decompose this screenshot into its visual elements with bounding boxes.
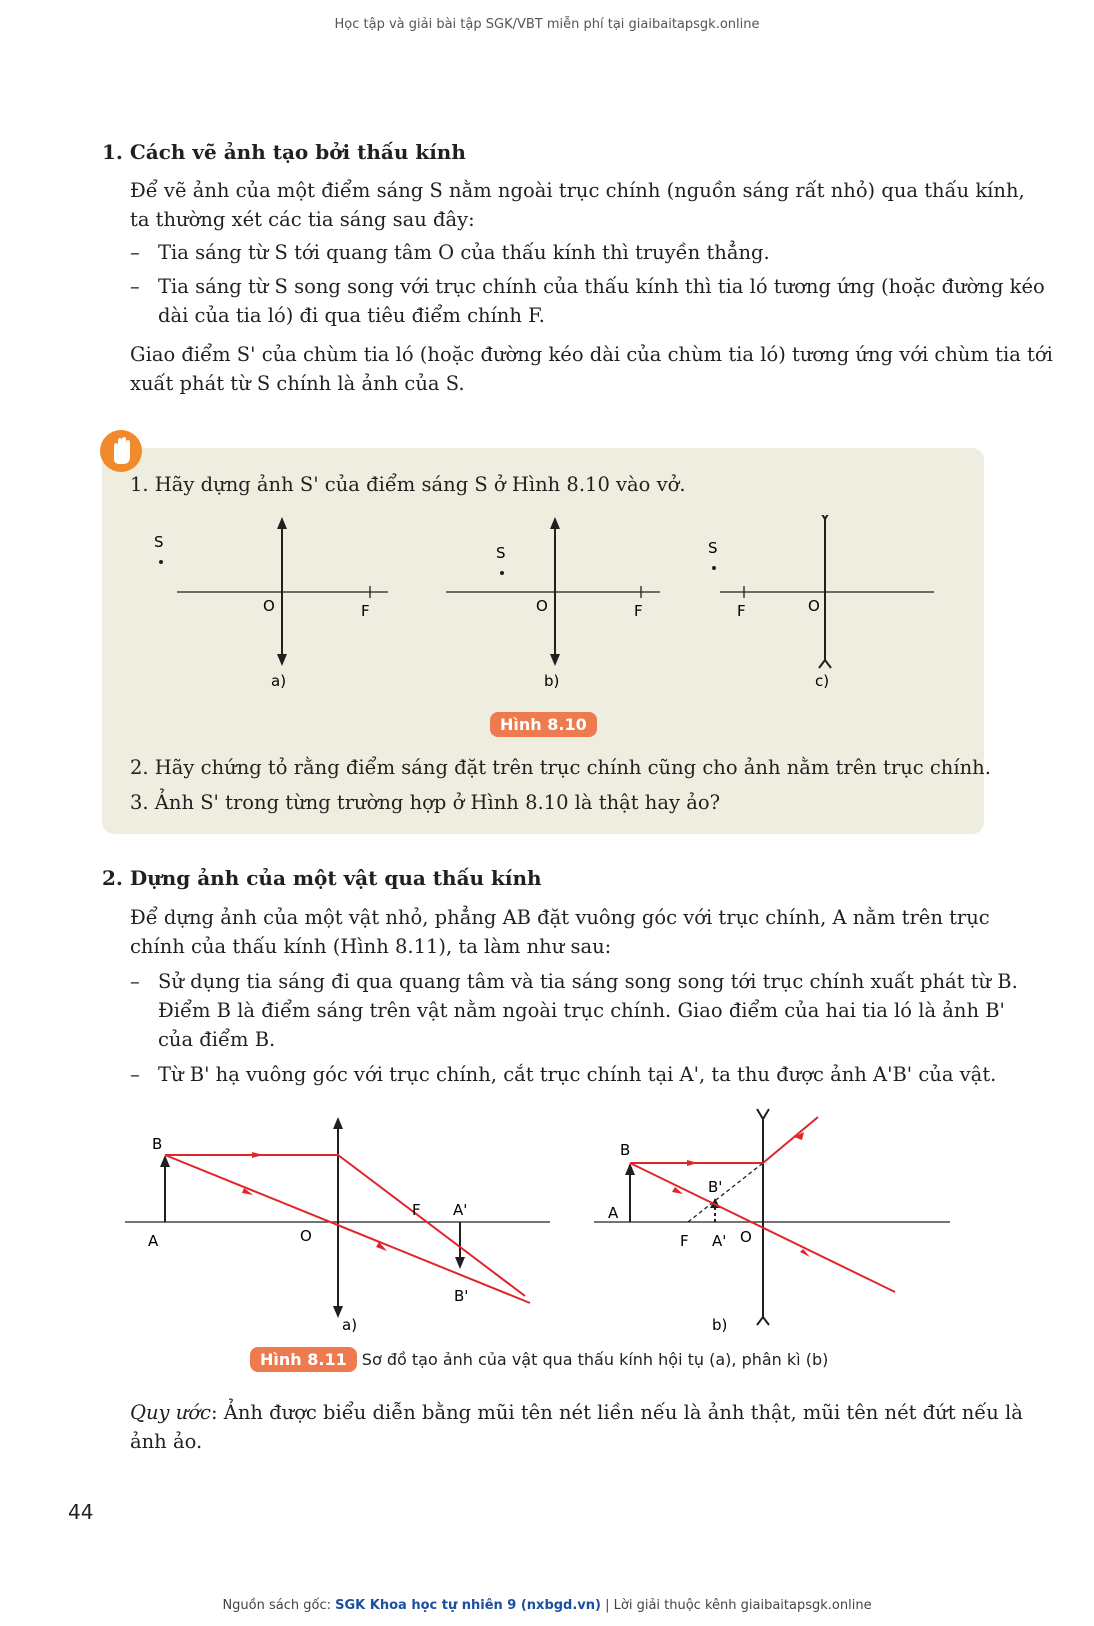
figure-8-11-caption-tag: Hình 8.11	[250, 1347, 357, 1372]
label-a-prime: A'	[712, 1232, 727, 1250]
label-o: O	[300, 1227, 312, 1245]
activity-question-1: 1. Hãy dựng ảnh S' của điểm sáng S ở Hình 8.10 vào vở.	[130, 473, 686, 496]
ray-arrow	[687, 1160, 698, 1166]
section-1-title: 1. Cách vẽ ảnh tạo bởi thấu kính	[102, 140, 466, 164]
section-2-bullet-1-cont-1: Điểm B là điểm sáng trên vật nằm ngoài trục chính. Giao điểm của hai tia ló là ảnh B'	[158, 999, 1005, 1022]
label-a: A	[608, 1204, 619, 1222]
ray-arrow	[252, 1152, 263, 1158]
figure-8-11-b	[594, 1109, 950, 1334]
label-s: S	[154, 533, 164, 551]
section-1-conclusion-line-1: Giao điểm S' của chùm tia ló (hoặc đường kéo dài của chùm tia ló) tương ứng với chùm tia tới	[130, 343, 1053, 366]
label-b-prime: B'	[708, 1178, 723, 1196]
figure-8-11-caption	[250, 1350, 828, 1369]
section-2-bullet-1-cont-2: của điểm B.	[158, 1028, 276, 1051]
label-a-fig: a)	[342, 1316, 358, 1334]
image-arrow-head	[455, 1257, 465, 1269]
figure-8-10-b	[446, 517, 660, 690]
source-point-s	[159, 560, 163, 564]
label-a-prime: A'	[453, 1201, 468, 1219]
section-1-bullet-1: – Tia sáng từ S tới quang tâm O của thấu kính thì truyền thẳng.	[130, 241, 770, 264]
lens-arrow-bottom	[550, 654, 560, 666]
label-c: c)	[815, 672, 830, 690]
section-2-intro-line-2: chính của thấu kính (Hình 8.11), ta làm như sau:	[130, 935, 612, 958]
activity-question-3: 3. Ảnh S' trong từng trường hợp ở Hình 8.10 là thật hay ảo?	[130, 791, 721, 814]
activity-question-2: 2. Hãy chứng tỏ rằng điểm sáng đặt trên trục chính cũng cho ảnh nằm trên trục chính.	[130, 756, 991, 779]
label-o: O	[536, 597, 548, 615]
lens-arrow-bottom	[277, 654, 287, 666]
section-2-bullet-1: – Sử dụng tia sáng đi qua quang tâm và tia sáng song song tới trục chính xuất phát từ B.	[130, 970, 1018, 993]
ray-through-center	[165, 1155, 530, 1303]
section-2-bullet-2: – Từ B' hạ vuông góc với trục chính, cắt trục chính tại A', ta thu được ảnh A'B' của vật.	[130, 1063, 997, 1086]
label-f: F	[737, 602, 746, 620]
section-1-conclusion-line-2: xuất phát từ S chính là ảnh của S.	[130, 372, 465, 395]
label-b: b)	[544, 672, 560, 690]
source-point-s	[500, 571, 504, 575]
source-point-s	[712, 566, 716, 570]
footer-source-link[interactable]: SGK Khoa học tự nhiên 9 (nxbgd.vn)	[335, 1598, 601, 1613]
label-b-prime: B'	[454, 1287, 469, 1305]
convention-line-1: Quy ước: Ảnh được biểu diễn bằng mũi tên nét liền nếu là ảnh thật, mũi tên nét đứt nếu là	[130, 1401, 1023, 1424]
label-b-fig: b)	[712, 1316, 728, 1334]
label-a: A	[148, 1232, 159, 1250]
figure-8-11-caption-text: Sơ đồ tạo ảnh của vật qua thấu kính hội tụ (a), phân kì (b)	[361, 1350, 829, 1369]
figure-8-10-a	[154, 517, 388, 690]
page-number: 44	[68, 1500, 94, 1524]
label-b: B	[152, 1135, 163, 1153]
lens-arrow-top	[550, 517, 560, 529]
label-o: O	[263, 597, 275, 615]
figure-8-11-a	[125, 1117, 550, 1334]
lens-arrow-top	[333, 1117, 343, 1129]
ray-parallel	[630, 1117, 818, 1163]
lens-fork-top	[819, 515, 831, 519]
figure-8-10-caption: Hình 8.10	[490, 712, 597, 737]
label-f: F	[680, 1232, 689, 1250]
label-f: F	[412, 1201, 421, 1219]
label-s: S	[708, 539, 718, 557]
section-1-intro-line-1: Để vẽ ảnh của một điểm sáng S nằm ngoài trục chính (nguồn sáng rất nhỏ) qua thấu kính,	[130, 179, 1025, 202]
label-o: O	[740, 1228, 752, 1246]
lens-fork-bottom	[757, 1317, 769, 1325]
label-f: F	[361, 602, 370, 620]
label-s: S	[496, 544, 506, 562]
label-b: B	[620, 1141, 631, 1159]
section-2-intro-line-1: Để dựng ảnh của một vật nhỏ, phẳng AB đặt vuông góc với trục chính, A nằm trên trục	[130, 906, 990, 929]
section-1-bullet-2-cont: dài của tia ló) đi qua tiêu điểm chính F.	[158, 304, 545, 327]
convention-line-2: ảnh ảo.	[130, 1430, 203, 1453]
figure-8-11	[120, 1105, 960, 1345]
label-f: F	[634, 602, 643, 620]
page-footer: Nguồn sách gốc: SGK Khoa học tự nhiên 9 (nxbgd.vn) | Lời giải thuộc kênh giaibaitapsgk.online	[222, 1598, 872, 1613]
section-1-intro-line-2: ta thường xét các tia sáng sau đây:	[130, 208, 475, 231]
label-o: O	[808, 597, 820, 615]
section-2-title: 2. Dựng ảnh của một vật qua thấu kính	[102, 866, 542, 890]
section-1-bullet-2: – Tia sáng từ S song song với trục chính của thấu kính thì tia ló tương ứng (hoặc đường kéo	[130, 275, 1045, 298]
lens-fork-bottom	[819, 660, 831, 668]
hand-icon	[100, 430, 142, 472]
extension-dashed	[688, 1163, 763, 1222]
label-a: a)	[271, 672, 287, 690]
lens-arrow-top	[277, 517, 287, 529]
figure-8-10-c	[708, 515, 934, 690]
page-header: Học tập và giải bài tập SGK/VBT miễn phí tại giaibaitapsgk.online	[334, 17, 760, 32]
figure-8-10	[150, 515, 940, 695]
lens-fork-top	[757, 1109, 769, 1119]
